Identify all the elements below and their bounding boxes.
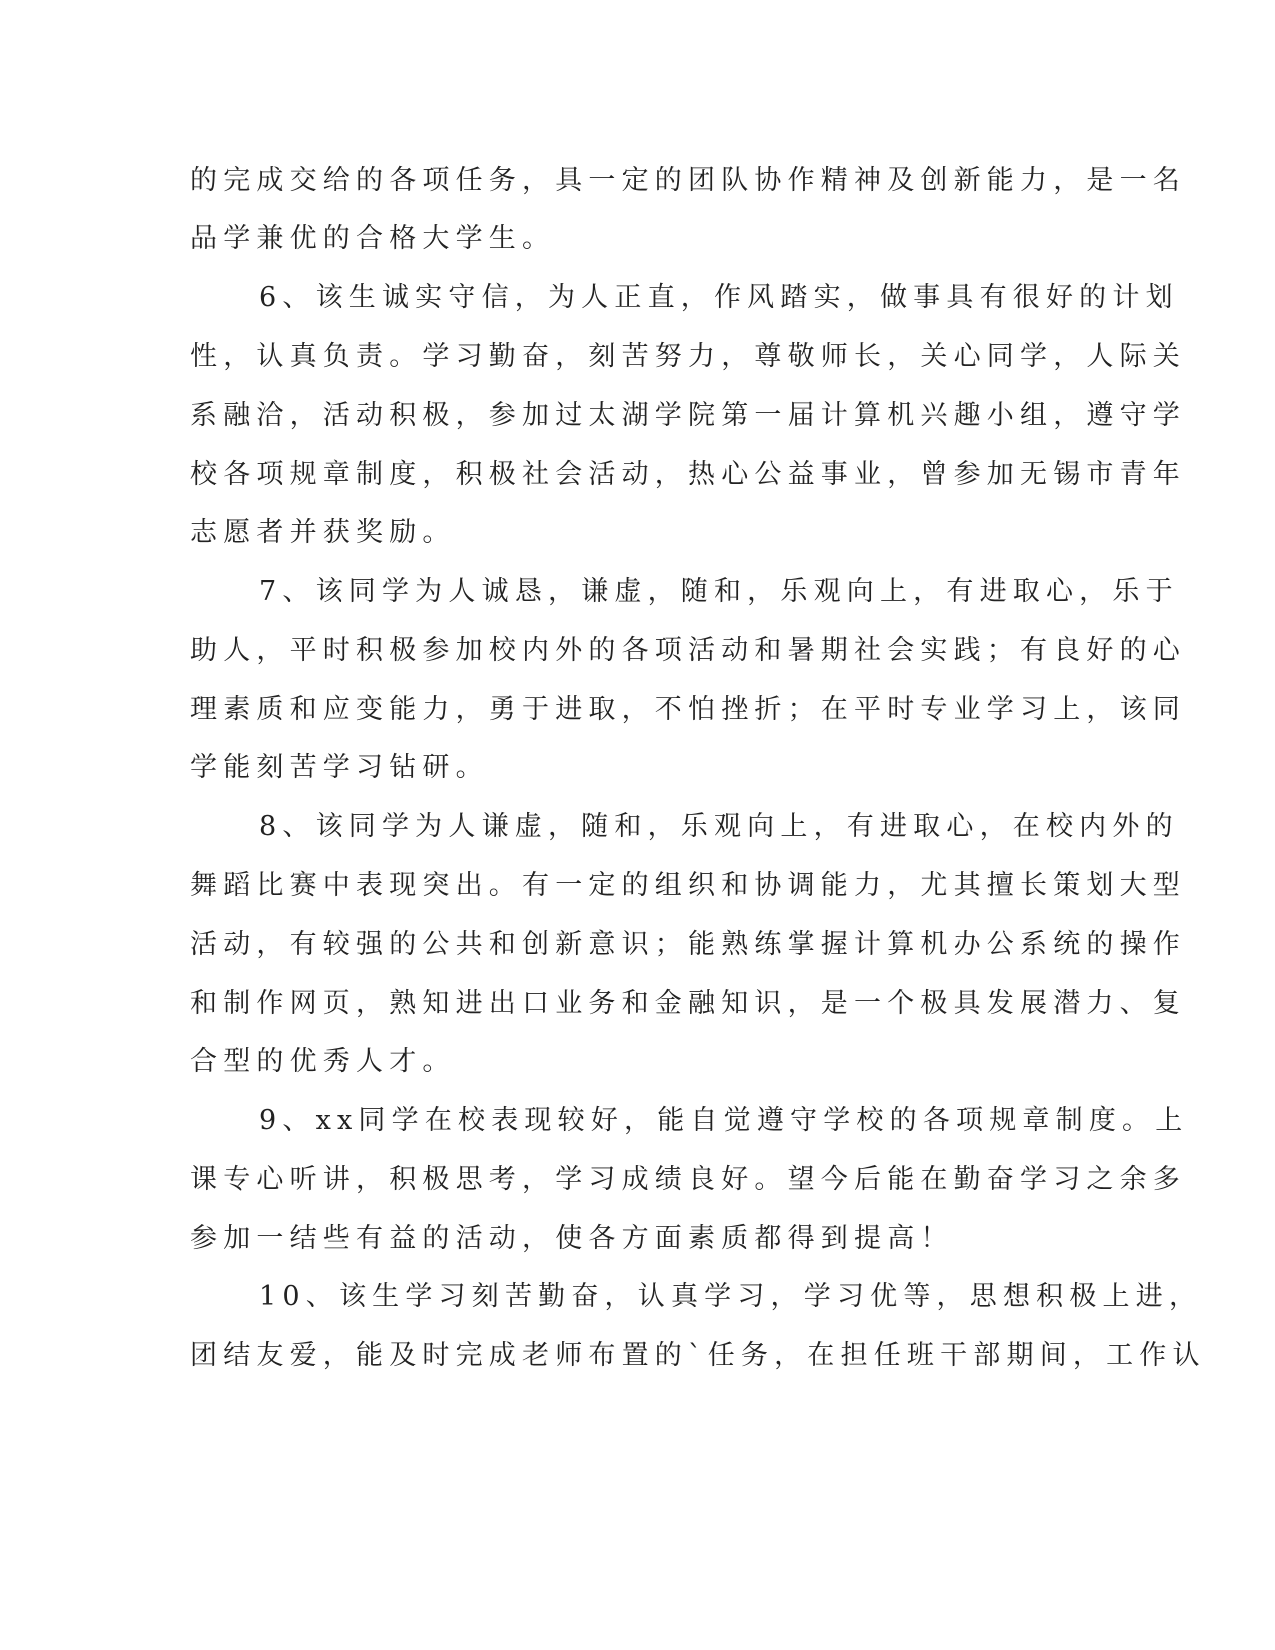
text-line: 舞蹈比赛中表现突出。有一定的组织和协调能力，尤其擅长策划大型: [190, 870, 1186, 901]
paragraph-8-start: 8、该同学为人谦虚，随和，乐观向上，有进取心，在校内外的: [259, 811, 1179, 842]
text-line: 参加一结些有益的活动，使各方面素质都得到提高！: [190, 1223, 954, 1254]
text-line: 课专心听讲，积极思考，学习成绩良好。望今后能在勤奋学习之余多: [190, 1164, 1186, 1195]
paragraph-7-start: 7、该同学为人诚恳，谦虚，随和，乐观向上，有进取心，乐于: [259, 576, 1179, 607]
text-line: 理素质和应变能力，勇于进取，不怕挫折；在平时专业学习上，该同: [190, 694, 1186, 725]
text-line: 团结友爱，能及时完成老师布置的`任务，在担任班干部期间，工作认: [190, 1340, 1206, 1371]
text-line: 性，认真负责。学习勤奋，刻苦努力，尊敬师长，关心同学，人际关: [190, 341, 1186, 372]
text-line: 品学兼优的合格大学生。: [190, 223, 556, 254]
paragraph-6-start: 6、该生诚实守信，为人正直，作风踏实，做事具有很好的计划: [259, 282, 1179, 313]
text-line: 和制作网页，熟知进出口业务和金融知识，是一个极具发展潜力、复: [190, 988, 1186, 1019]
text-line: 活动，有较强的公共和创新意识；能熟练掌握计算机办公系统的操作: [190, 929, 1186, 960]
paragraph-9-start: 9、xx同学在校表现较好，能自觉遵守学校的各项规章制度。上: [259, 1105, 1189, 1136]
text-line: 的完成交给的各项任务，具一定的团队协作精神及创新能力，是一名: [190, 165, 1186, 196]
paragraph-10-start: 10、该生学习刻苦勤奋，认真学习，学习优等，思想积极上进，: [259, 1281, 1203, 1312]
text-line: 助人，平时积极参加校内外的各项活动和暑期社会实践；有良好的心: [190, 635, 1186, 666]
text-line: 学能刻苦学习钻研。: [190, 752, 489, 783]
text-line: 系融洽，活动积极，参加过太湖学院第一届计算机兴趣小组，遵守学: [190, 400, 1186, 431]
text-line: 合型的优秀人才。: [190, 1046, 456, 1077]
text-line: 志愿者并获奖励。: [190, 517, 456, 548]
text-line: 校各项规章制度，积极社会活动，热心公益事业，曾参加无锡市青年: [190, 459, 1186, 490]
